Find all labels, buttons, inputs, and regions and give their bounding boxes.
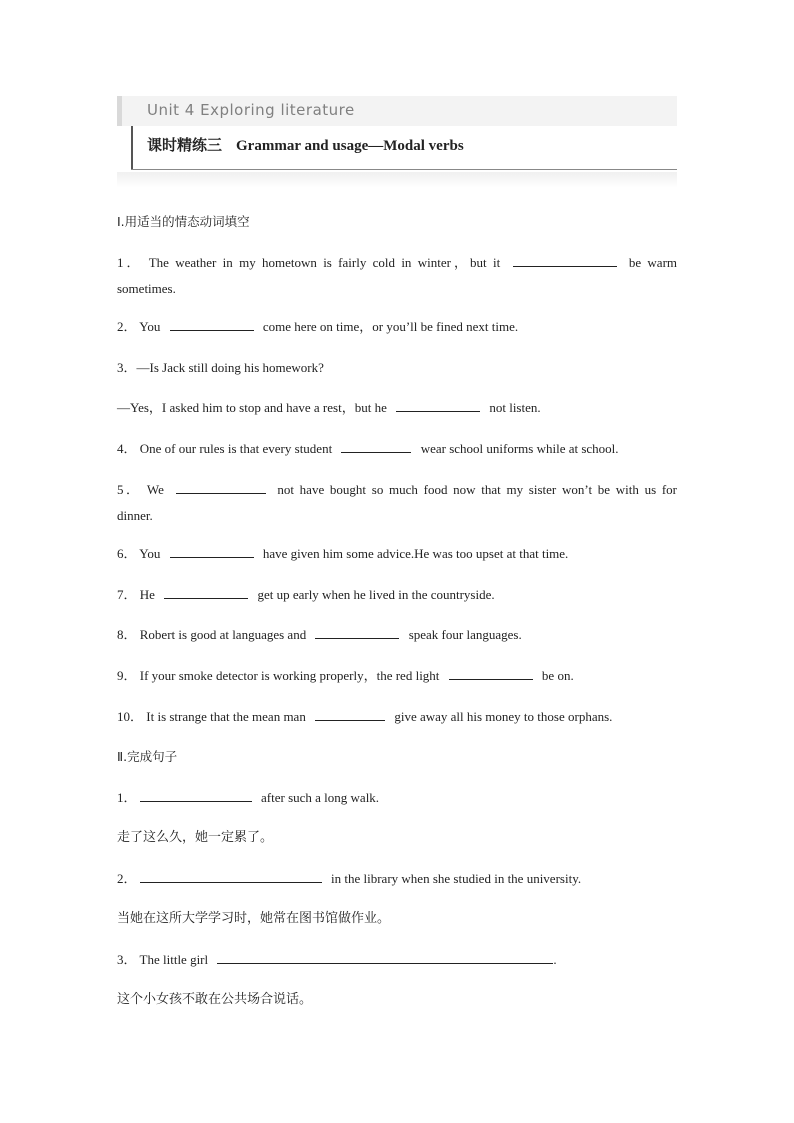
question-2-3 <box>117 947 677 973</box>
q-text: not have bought so much food now that my sister won’t be with us for <box>277 482 678 497</box>
q-text: —Is Jack still doing his homework? <box>136 360 324 375</box>
answer-blank[interactable] <box>315 624 399 639</box>
q-text: come here on time，or you’ll be fined next time. <box>262 319 519 334</box>
answer-blank[interactable] <box>170 543 254 558</box>
question-1-1-cont: sometimes. <box>117 281 176 296</box>
q-number: 2． <box>117 871 137 886</box>
answer-blank[interactable] <box>217 949 553 964</box>
section-1-title: Ⅰ.用适当的情态动词填空 <box>117 214 250 229</box>
q-text: The little girl <box>139 952 209 967</box>
q-number: 4． <box>117 441 137 456</box>
header-divider-vertical <box>131 126 133 170</box>
question-1-4 <box>117 436 677 462</box>
q-number: 7． <box>117 587 137 602</box>
question-1-2 <box>117 314 677 340</box>
q-number: 5． <box>117 482 142 497</box>
question-1-3-answer <box>117 395 677 421</box>
page-header <box>117 96 677 192</box>
section-2-title: Ⅱ.完成句子 <box>117 749 178 764</box>
q-text: You <box>139 546 161 561</box>
question-1-10 <box>117 704 677 730</box>
question-1-1 <box>117 250 677 276</box>
q-number: 2． <box>117 319 137 334</box>
q-number: 9． <box>117 668 137 683</box>
q-text: We <box>146 482 164 497</box>
header-divider-horizontal <box>131 169 677 170</box>
answer-blank[interactable] <box>176 479 266 494</box>
answer-blank[interactable] <box>341 438 411 453</box>
question-2-3-translation: 这个小女孩不敢在公共场合说话。 <box>117 992 313 1007</box>
unit-title: Unit 4 Exploring literature <box>147 101 355 119</box>
question-1-3 <box>117 355 677 381</box>
q-text: speak four languages. <box>408 627 522 642</box>
q-text: be warm <box>628 255 678 270</box>
q-number: 6． <box>117 546 137 561</box>
question-1-8 <box>117 622 677 648</box>
answer-blank[interactable] <box>315 706 385 721</box>
question-2-2 <box>117 866 677 892</box>
answer-blank[interactable] <box>396 397 480 412</box>
q-text: One of our rules is that every student <box>139 441 333 456</box>
q-text: have given him some advice.He was too upset at that time. <box>262 546 569 561</box>
q-number: 1． <box>117 790 137 805</box>
q-text: He <box>139 587 155 602</box>
q-text: wear school uniforms while at school. <box>420 441 619 456</box>
q-number: 8． <box>117 627 137 642</box>
lesson-title <box>147 134 464 155</box>
question-1-6 <box>117 541 677 567</box>
q-text: in the library when she studied in the university. <box>331 871 582 886</box>
header-accent-bar <box>117 96 122 126</box>
question-1-5 <box>117 477 677 503</box>
answer-blank[interactable] <box>170 316 254 331</box>
question-2-1-translation: 走了这么久，她一定累了。 <box>117 830 274 845</box>
q-text: not listen. <box>489 400 541 415</box>
q-number: 3． <box>117 952 137 967</box>
q-text: Robert is good at languages and <box>139 627 307 642</box>
answer-blank[interactable] <box>513 252 617 267</box>
answer-blank[interactable] <box>140 787 252 802</box>
answer-blank[interactable] <box>449 665 533 680</box>
q-text: The weather in my hometown is fairly cold in winter，but it <box>148 255 501 270</box>
q-number: 3． <box>117 360 137 375</box>
question-1-7 <box>117 582 677 608</box>
q-end: . <box>553 952 557 967</box>
q-text: If your smoke detector is working properly，the red light <box>139 668 440 683</box>
q-number: 1． <box>117 255 143 270</box>
q-text: after such a long walk. <box>261 790 380 805</box>
q-text: get up early when he lived in the countryside. <box>257 587 495 602</box>
q-number: 10． <box>117 709 144 724</box>
lesson-title-en: Grammar and usage—Modal verbs <box>236 138 464 154</box>
question-1-9 <box>117 663 677 689</box>
header-shadow <box>117 172 677 188</box>
q-text: —Yes，I asked him to stop and have a rest，but he <box>117 400 387 415</box>
q-text: It is strange that the mean man <box>146 709 306 724</box>
answer-blank[interactable] <box>140 868 322 883</box>
question-2-2-translation: 当她在这所大学学习时，她常在图书馆做作业。 <box>117 911 391 926</box>
answer-blank[interactable] <box>164 584 248 599</box>
q-text: be on. <box>541 668 574 683</box>
question-1-5-cont: dinner. <box>117 508 153 523</box>
q-text: give away all his money to those orphans. <box>394 709 613 724</box>
question-2-1 <box>117 785 677 811</box>
q-text: You <box>139 319 161 334</box>
lesson-title-cn: 课时精练三 <box>147 136 223 154</box>
